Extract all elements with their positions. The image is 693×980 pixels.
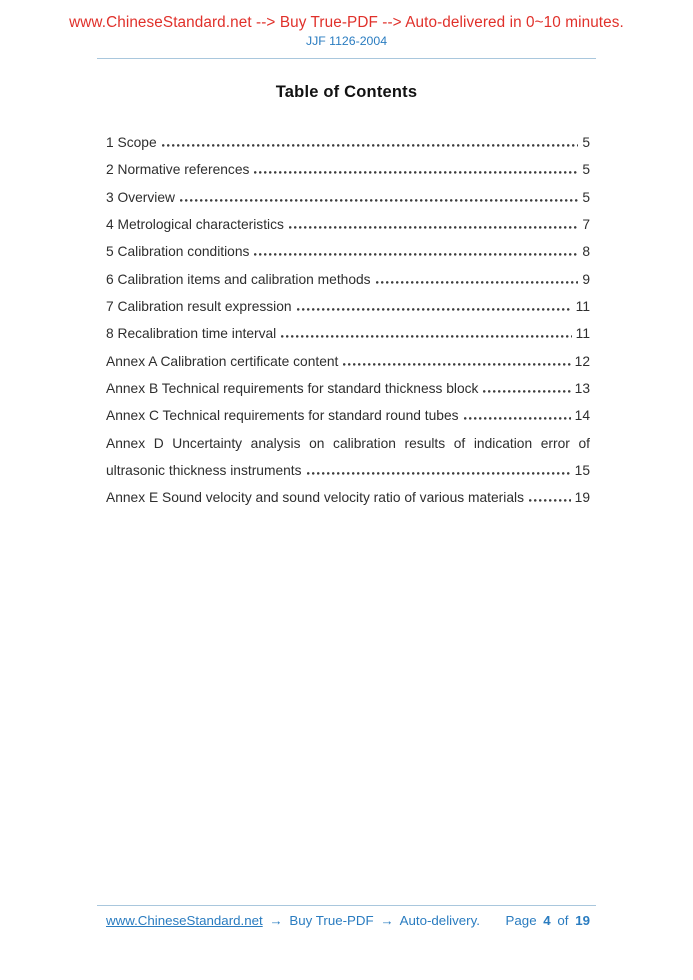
toc-entry-label: 5 Calibration conditions [106, 244, 250, 260]
toc-page-number: 14 [574, 408, 590, 424]
header-banner: www.ChineseStandard.net --> Buy True-PDF --> Auto-delivered in 0~10 minutes. [69, 14, 624, 31]
footer [106, 913, 590, 928]
toc-entry-row [106, 293, 590, 320]
toc-entry-label: 1 Scope [106, 135, 157, 150]
page-total: 19 [575, 913, 590, 928]
toc-page-number: 11 [575, 299, 590, 315]
toc-entry[interactable] [106, 430, 590, 485]
toc-entry-label: Annex E Sound velocity and sound velocity ratio of various materials [106, 490, 524, 506]
toc-entry-row [106, 320, 590, 347]
dot-leader [254, 253, 578, 256]
toc-page-number: 19 [574, 490, 590, 506]
dot-leader [376, 281, 579, 284]
toc-page-number: 7 [582, 217, 590, 233]
footer-divider [97, 905, 596, 906]
toc-page-number: 12 [574, 353, 590, 369]
footer-buy-text: Buy True-PDF [289, 913, 374, 928]
page-title: Table of Contents [275, 83, 418, 101]
footer-delivery-text: Auto-delivery. [399, 913, 480, 928]
dot-leader [464, 417, 571, 420]
toc-page-number: 11 [575, 326, 590, 342]
header-divider [97, 58, 596, 59]
dot-leader [343, 363, 570, 366]
arrow-right-icon: → [269, 913, 283, 928]
toc-entry[interactable] [106, 484, 590, 511]
toc-entry[interactable] [106, 266, 590, 293]
footer-left [106, 913, 483, 928]
toc-entry-row [106, 266, 590, 293]
toc-entry-row [106, 184, 590, 211]
toc-entry-label: Annex C Technical requirements for standard round tubes [106, 408, 459, 424]
toc-entry-row [106, 238, 590, 265]
dot-leader [307, 472, 571, 475]
toc-entry-row [106, 375, 590, 402]
toc-entry[interactable] [106, 211, 590, 238]
toc-page-number: 5 [582, 162, 590, 178]
toc-page-number: 8 [582, 244, 590, 260]
dot-leader [289, 226, 578, 229]
toc-entry-label: 7 Calibration result expression [106, 299, 292, 315]
toc-entry-row [106, 348, 590, 375]
toc-page-number: 9 [582, 271, 590, 287]
toc-entry-label: 2 Normative references [106, 162, 250, 178]
dot-leader [162, 144, 579, 147]
dot-leader [254, 171, 578, 174]
toc-page-number: 5 [582, 135, 590, 150]
toc-entry-row [106, 211, 590, 238]
toc-entry[interactable] [106, 375, 590, 402]
toc-entry-row [106, 129, 590, 156]
arrow-right-icon: → [380, 913, 394, 928]
toc-entry-label: Annex D Uncertainty analysis on calibration results of indication error of [106, 435, 590, 451]
toc-entry-label: ultrasonic thickness instruments [106, 463, 302, 479]
toc-entry-row [106, 484, 590, 511]
toc-entry-label: Annex A Calibration certificate content [106, 353, 339, 369]
toc-page-number: 13 [574, 381, 590, 397]
toc-entry[interactable] [106, 129, 590, 156]
page-current: 4 [543, 913, 551, 928]
of-label: of [557, 913, 569, 928]
toc-list [106, 129, 590, 512]
toc-entry-label: 3 Overview [106, 189, 176, 205]
dot-leader [483, 390, 570, 393]
toc-entry[interactable] [106, 348, 590, 375]
dot-leader [297, 308, 572, 311]
page-label: Page [505, 913, 537, 928]
toc-entry[interactable] [106, 156, 590, 183]
toc-entry-label: 8 Recalibration time interval [106, 326, 277, 342]
toc-entry-label: 6 Calibration items and calibration methods [106, 271, 371, 287]
dot-leader [281, 335, 571, 338]
toc-entry-label: Annex B Technical requirements for standard thickness block [106, 381, 479, 397]
toc-entry[interactable] [106, 320, 590, 347]
document-number: JJF 1126-2004 [305, 34, 388, 48]
toc-entry-row [106, 402, 590, 429]
toc-entry-label: 4 Metrological characteristics [106, 217, 284, 233]
toc-entry[interactable] [106, 238, 590, 265]
toc-entry[interactable] [106, 402, 590, 429]
footer-site-link[interactable]: www.ChineseStandard.net [106, 913, 263, 928]
toc-entry-row [106, 156, 590, 183]
dot-leader [529, 499, 571, 502]
toc-entry[interactable] [106, 293, 590, 320]
toc-entry-continuation [106, 457, 590, 484]
toc-page-number: 15 [574, 463, 590, 479]
toc-entry[interactable] [106, 184, 590, 211]
toc-page-number: 5 [582, 189, 590, 205]
page-indicator [503, 913, 590, 928]
dot-leader [180, 199, 578, 202]
